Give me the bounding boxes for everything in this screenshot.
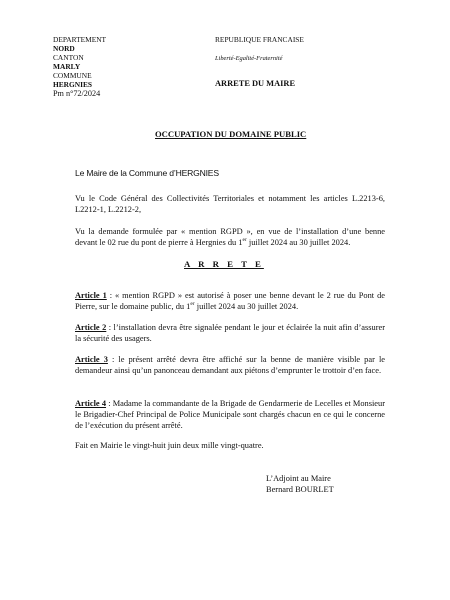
article-4-text: : Madame la commandante de la Brigade de Gendarmerie de Lecelles et Monsieur le Brigadier-Chef Principal de Police Municipale sont chargés chacun en ce qui le concerne de l’exécution du présent arrêté.: [75, 399, 385, 430]
vu-demande: [75, 226, 385, 248]
header-departement: DEPARTEMENT: [53, 35, 107, 44]
article-2-label: Article 2: [75, 323, 107, 332]
article-3-label: Article 3: [75, 355, 108, 364]
article-4: [75, 398, 385, 431]
vu-code-general: Vu le Code Général des Collectivités Territoriales et notamment les articles L.2213-6, L2212-1, L.2212-2,: [75, 194, 385, 214]
document-title: OCCUPATION DU DOMAINE PUBLIC: [155, 129, 307, 139]
arrete-heading: A R R E T E: [184, 259, 264, 269]
header-devise: Liberté-Egalité-Fraternité: [215, 55, 283, 62]
article-2-text: : l’installation devra être signalée pendant le jour et éclairée la nuit afin d’assurer la sécurité des usagers.: [75, 323, 385, 343]
signature-name: Bernard BOURLET: [266, 485, 334, 494]
article-1: [75, 290, 385, 312]
header-canton: CANTON: [53, 53, 84, 62]
article-1-label: Article 1: [75, 291, 107, 300]
header-hergnies: HERGNIES: [53, 80, 93, 89]
article-4-label: Article 4: [75, 399, 107, 408]
header-republique: REPUBLIQUE FRANCAISE: [215, 35, 304, 44]
header-arrete-du-maire: ARRETE DU MAIRE: [215, 79, 296, 88]
article-2: [75, 322, 385, 344]
header-nord: NORD: [53, 44, 75, 53]
fait-en-mairie: Fait en Mairie le vingt-huit juin deux mille vingt-quatre.: [75, 441, 264, 450]
vu-demande-text: Vu la demande formulée par « mention RGPD », en vue de l’installation d’une benne devant le 02 rue du pont de pierre à Hergnies du 1: [75, 227, 385, 247]
vu-demande-text-end: juillet 2024 au 30 juillet 2024.: [246, 238, 351, 247]
vu-demande-sup: er: [242, 237, 247, 244]
intro-maire: Le Maire de la Commune d’HERGNIES: [75, 168, 219, 178]
header-pm-number: Pm n°72/2024: [53, 89, 101, 98]
article-1-text: : « mention RGPD » est autorisé à poser une benne devant le 2 rue du Pont de Pierre, sur le domaine public, du 1: [75, 291, 385, 311]
article-3: [75, 354, 385, 376]
signature-role: L’Adjoint au Maire: [266, 474, 331, 483]
article-3-text: : le présent arrêté devra être affiché sur la benne de manière visible par le demandeur ainsi qu’un panonceau demandant aux piétons d’emprunter le trottoir d’en face.: [75, 355, 385, 375]
article-1-sup: er: [190, 301, 195, 308]
article-1-text-end: juillet 2024 au 30 juillet 2024.: [194, 302, 299, 311]
header-marly: MARLY: [53, 62, 81, 71]
header-commune: COMMUNE: [53, 71, 92, 80]
